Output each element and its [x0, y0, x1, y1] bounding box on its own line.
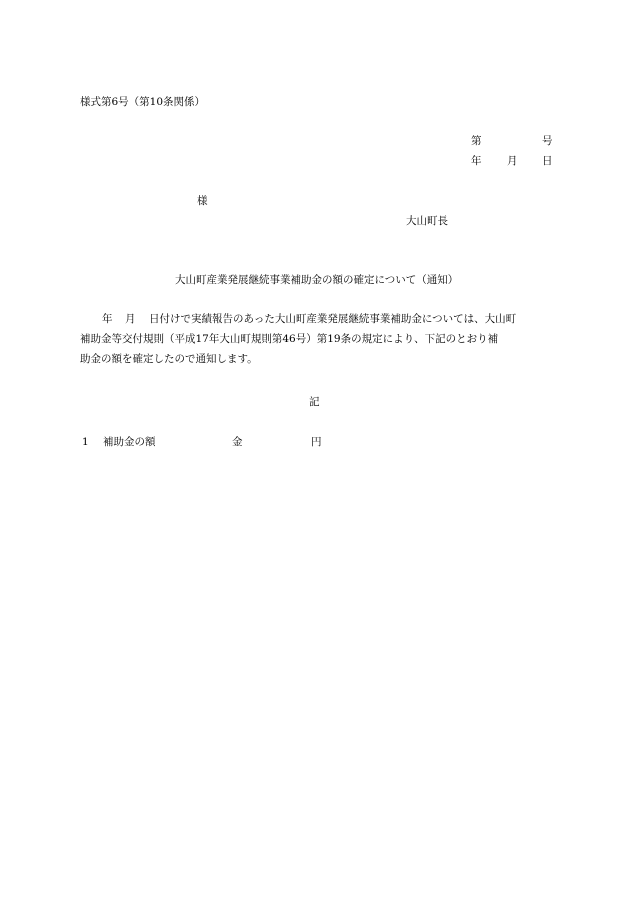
sender-name: 大山町長: [406, 215, 448, 227]
body-line: [80, 334, 550, 354]
item-number: 1: [82, 436, 89, 448]
body-line-text: 補助金等交付規則（平成17年大山町規則第46号）第19条の規定により、下記のとおり補: [80, 333, 499, 345]
date-year-label: 年: [471, 155, 482, 167]
doc-number-prefix: 第: [471, 135, 482, 147]
body-month-label: 月: [125, 313, 136, 325]
item-amount-unit: 円: [311, 436, 322, 448]
body-line: [80, 314, 550, 334]
doc-number-suffix: 号: [542, 135, 553, 147]
ki-heading: 記: [309, 396, 320, 408]
body-line-text: 助金の額を確定したので通知します。: [80, 353, 258, 365]
body-paragraph: [80, 314, 550, 374]
document-title: 大山町産業発展継続事業補助金の額の確定について（通知）: [175, 274, 459, 286]
body-line: [80, 354, 550, 374]
form-label: 様式第6号（第10条関係）: [80, 96, 206, 108]
addressee-honorific: 様: [197, 195, 208, 207]
date-day-label: 日: [542, 155, 553, 167]
body-year-label: 年: [102, 313, 113, 325]
item-label: 補助金の額: [103, 436, 156, 448]
body-line-text: 日付けで実績報告のあった大山町産業発展継続事業補助金については、大山町: [149, 313, 517, 325]
date-month-label: 月: [507, 155, 518, 167]
item-amount-prefix: 金: [232, 436, 243, 448]
